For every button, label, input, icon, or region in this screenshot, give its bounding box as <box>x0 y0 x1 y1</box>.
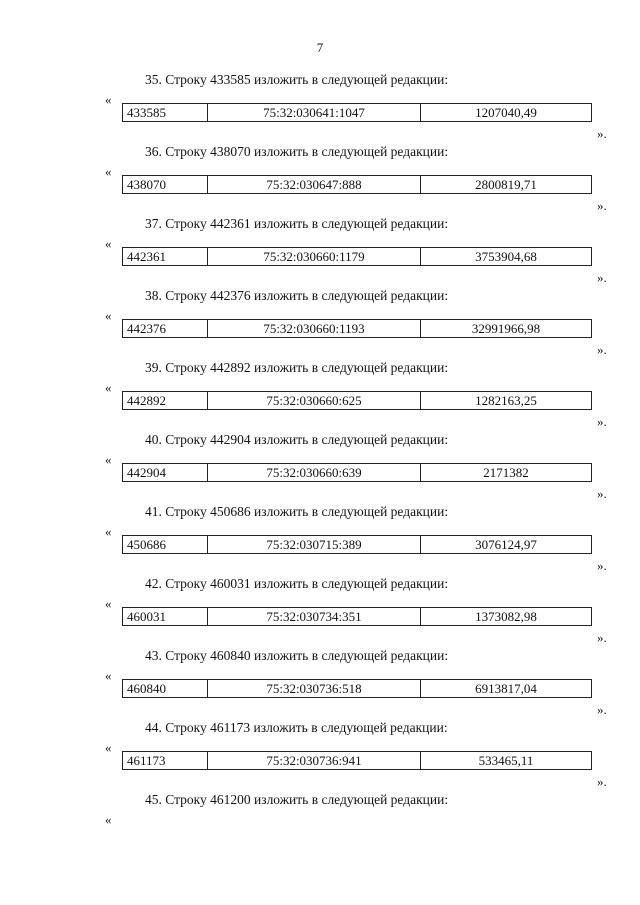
amendment-heading: 43. Строку 460840 изложить в следующей редакции: <box>145 648 449 663</box>
open-quote: « <box>105 236 112 251</box>
row-number-cell: 460031 <box>123 608 208 626</box>
value-cell: 6913817,04 <box>421 680 592 698</box>
amendment-block <box>0 144 640 216</box>
amendment-heading: 39. Строку 442892 изложить в следующей редакции: <box>145 360 449 375</box>
cadastral-number-cell: 75:32:030660:625 <box>208 392 421 410</box>
amendment-block <box>0 360 640 432</box>
close-quote: ». <box>597 702 607 717</box>
amendment-heading: 44. Строку 461173 изложить в следующей редакции: <box>145 720 448 735</box>
value-cell: 3753904,68 <box>421 248 592 266</box>
row-table <box>122 175 592 194</box>
row-number-cell: 442904 <box>123 464 208 482</box>
amendment-block <box>0 504 640 576</box>
cadastral-number-cell: 75:32:030736:941 <box>208 752 421 770</box>
close-quote: ». <box>597 630 607 645</box>
open-quote: « <box>105 596 112 611</box>
close-quote: ». <box>597 270 607 285</box>
amendment-heading: 42. Строку 460031 изложить в следующей редакции: <box>145 576 449 591</box>
amendment-block <box>0 432 640 504</box>
row-number-cell: 460840 <box>123 680 208 698</box>
value-cell: 3076124,97 <box>421 536 592 554</box>
amendment-block <box>0 288 640 360</box>
cadastral-number-cell: 75:32:030660:1193 <box>208 320 421 338</box>
row-table <box>122 247 592 266</box>
cadastral-number-cell: 75:32:030660:1179 <box>208 248 421 266</box>
amendment-heading: 36. Строку 438070 изложить в следующей редакции: <box>145 144 449 159</box>
row-table <box>122 463 592 482</box>
cadastral-number-cell: 75:32:030660:639 <box>208 464 421 482</box>
amendment-block <box>0 648 640 720</box>
close-quote: ». <box>597 486 607 501</box>
amendment-block <box>0 720 640 792</box>
open-quote: « <box>105 740 112 755</box>
row-number-cell: 433585 <box>123 104 208 122</box>
table-row <box>123 536 592 554</box>
row-table <box>122 607 592 626</box>
open-quote: « <box>105 92 112 107</box>
amendment-block <box>0 72 640 144</box>
row-number-cell: 438070 <box>123 176 208 194</box>
amendment-block <box>0 576 640 648</box>
row-table <box>122 391 592 410</box>
value-cell: 1207040,49 <box>421 104 592 122</box>
amendment-heading: 45. Строку 461200 изложить в следующей редакции: <box>145 792 449 807</box>
table-row <box>123 680 592 698</box>
table-row <box>123 320 592 338</box>
amendment-heading: 41. Строку 450686 изложить в следующей редакции: <box>145 504 449 519</box>
open-quote: « <box>105 380 112 395</box>
table-row <box>123 608 592 626</box>
row-table <box>122 535 592 554</box>
row-table <box>122 751 592 770</box>
amendment-block-last <box>0 792 640 832</box>
table-row <box>123 176 592 194</box>
close-quote: ». <box>597 342 607 357</box>
open-quote: « <box>105 524 112 539</box>
value-cell: 2171382 <box>421 464 592 482</box>
amendment-heading: 38. Строку 442376 изложить в следующей редакции: <box>145 288 449 303</box>
row-table <box>122 319 592 338</box>
table-row <box>123 752 592 770</box>
value-cell: 1282163,25 <box>421 392 592 410</box>
row-number-cell: 450686 <box>123 536 208 554</box>
table-row <box>123 104 592 122</box>
row-table <box>122 679 592 698</box>
amendment-block <box>0 216 640 288</box>
open-quote: « <box>105 164 112 179</box>
row-table <box>122 103 592 122</box>
value-cell: 1373082,98 <box>421 608 592 626</box>
amendment-heading: 37. Строку 442361 изложить в следующей редакции: <box>145 216 449 231</box>
amendment-heading: 40. Строку 442904 изложить в следующей редакции: <box>145 432 449 447</box>
row-number-cell: 442892 <box>123 392 208 410</box>
close-quote: ». <box>597 414 607 429</box>
table-row <box>123 248 592 266</box>
value-cell: 533465,11 <box>421 752 592 770</box>
close-quote: ». <box>597 774 607 789</box>
open-quote: « <box>105 668 112 683</box>
row-number-cell: 442376 <box>123 320 208 338</box>
value-cell: 32991966,98 <box>421 320 592 338</box>
close-quote: ». <box>597 558 607 573</box>
table-row <box>123 392 592 410</box>
open-quote: « <box>105 812 112 827</box>
open-quote: « <box>105 452 112 467</box>
table-row <box>123 464 592 482</box>
amendment-heading: 35. Строку 433585 изложить в следующей редакции: <box>145 72 449 87</box>
cadastral-number-cell: 75:32:030641:1047 <box>208 104 421 122</box>
value-cell: 2800819,71 <box>421 176 592 194</box>
close-quote: ». <box>597 126 607 141</box>
row-number-cell: 442361 <box>123 248 208 266</box>
page-number: 7 <box>316 40 324 55</box>
close-quote: ». <box>597 198 607 213</box>
cadastral-number-cell: 75:32:030734:351 <box>208 608 421 626</box>
cadastral-number-cell: 75:32:030736:518 <box>208 680 421 698</box>
row-number-cell: 461173 <box>123 752 208 770</box>
open-quote: « <box>105 308 112 323</box>
cadastral-number-cell: 75:32:030647:888 <box>208 176 421 194</box>
cadastral-number-cell: 75:32:030715:389 <box>208 536 421 554</box>
